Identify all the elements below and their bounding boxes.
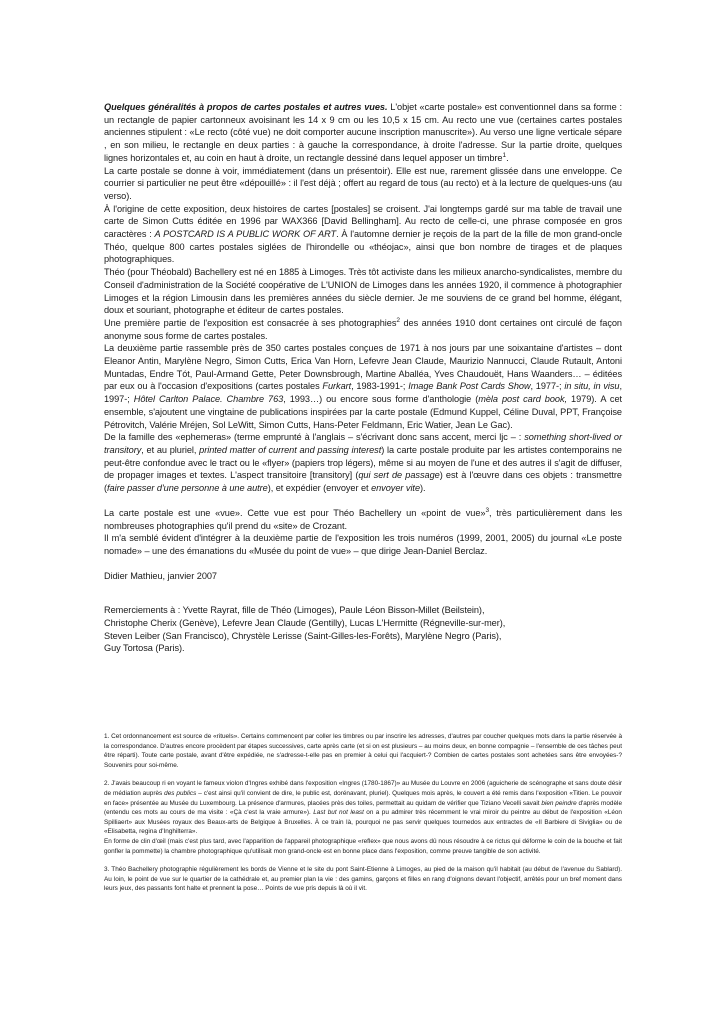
essay-heading: Quelques généralités à propos de cartes postales et autres vues. [104,102,388,112]
footnote-2: 2. J'avais beaucoup ri en voyant le fameux violon d'Ingres exhibé dans l'exposition «Ingres (1780-1867)» au Musée du Louvre en 2006 (aguicherie de scénographe et sans doute désir de médiation auprès des publics – c'est ainsi qu'il convient de dire, le public est, dorénavant, pluriel). Quelques mois après, le couvert a été remis dans l'exposition «Titien. Le pouvoir en face» présentée au Musée du Luxembourg. La présence d'armures, placées près des toiles, permettait au quidam de vérifier que Tiziano Vecelli savait bien peindre d'après modèle (entendu ces mots au cours de ma visite : «Çà c'est la vraie armure»). Last but not least on a pu admirer très récemment le vrai miroir du peintre au début de l'exposition «Léon Spilliaert» aux Musées royaux des Beaux-arts de Belgique à Bruxelles. À ce train là, pourquoi ne pas servir quelques tournedos aux entractes de «Il Barbiere di Siviglia» ou de «Elisabetta, regina d'Inghilterra». [104,780,622,836]
footnote-ref-1[interactable]: 1 [502,151,507,159]
acknowledgements-line: Remerciements à : Yvette Rayrat, fille de Théo (Limoges), Paule Léon Bisson-Millet (Beilstein), [104,605,485,616]
spacer [104,594,622,604]
paragraph: La deuxième partie rassemble près de 350 cartes postales conçues de 1971 à nos jours par une soixantaine d'artistes – dont Eleanor Antin, Marylène Negro, Simon Cutts, Erica Van Horn, Lefevre Jean Claude, Maurizio Nannucci, Claude Rutault, Antoni Muntadas, Endre Tót, Paul-Armand Gette, Peter Downsbrough, Martine Aballéa, Yves Chaudouët, Hans Waanders… – éditées par eux ou à l'occasion d'expositions (cartes postales Furkart, 1983-1991-; Image Bank Post Cards Show, 1977-; in situ, in visu, 1997-; Hôtel Carlton Palace. Chambre 763, 1993…) ou encore sous forme d'anthologie (mèla post card book, 1979). A cet ensemble, s'ajoutent une vingtaine de publications inspirées par la carte postale (Edmund Kuppel, Céline Duval, PPT, Françoise Pétrovitch, Valérie Mréjen, Sol LeWitt, Simon Cutts, Hans-Peter Feldmann, Eric Watier, Jean Le Gac). [104,343,623,430]
footnotes [104,732,622,894]
acknowledgements-line: Steven Leiber (San Francisco), Chrystèle Lerisse (Saint-Gilles-les-Forêts), Marylène Negro (Paris), [104,630,502,641]
acknowledgements-line: Christophe Cherix (Genève), Lefevre Jean Claude (Gentilly), Lucas L'Hermitte (Régneville-sur-mer), [104,618,506,629]
footnote-ref-2[interactable]: 2 [396,316,400,324]
footnote-2-continued: En forme de clin d'œil (mais c'est plus tard, avec l'apparition de l'appareil photographique «reflex» que nous avons dû nous résoudre à ce rictus qui déforme le coin de la bouche et fait gonfler la pommette) la chambre photographique qu'utilisait mon grand-oncle est en bonne place dans l'exposition, comme preuve tangible de son activité. [104,837,622,855]
spacer [104,495,622,507]
essay [104,101,622,655]
spacer [104,558,622,570]
paragraph-intro: Quelques généralités à propos de cartes postales et autres vues. L'objet «carte postale» est conventionnel dans sa forme : un rectangle de papier cartonneux avoisinant les 14 x 9 cm ou les 10,5 x 15 cm. Au recto une vue (certaines cartes postales anciennes stipulent : «Le recto (côté vue) ne doit comporter aucune inscription manuscrite»). Au verso une ligne verticale sépare , en son milieu, le rectangle en deux parties : à gauche la correspondance, à droite l'adresse. Sur la partie droite, quelques lignes horizontales et, au coin en haut à droite, un rectangle dessiné dans lequel apposer un timbre$^1$. [104,102,623,163]
paragraph: La carte postale se donne à voir, immédiatement (dans un présentoir). Elle est nue, rarement glissée dans une enveloppe. Ce courrier si particulier ne peut être «dépouillé» : il l'est déjà ; offert au regard de tous (au recto) et à la lecture de quelques-uns (au verso). [104,165,622,201]
footnote-ref-3[interactable]: 3 [485,506,490,514]
signature: Didier Mathieu, janvier 2007 [104,570,217,581]
spacer [104,770,622,779]
paragraph: Théo (pour Théobald) Bachellery est né en 1885 à Limoges. Très tôt activiste dans les milieux anarcho-syndicalistes, membre du Conseil d'administration de la Société coopérative de L'UNION de Limoges dans les années 1920, il commence à photographier Limoges et la région Limousin dans les premières années du siècle dernier. Je me souviens de ce grand bel homme, élégant, doux et souriant, photographe et éditeur de cartes postales. [104,267,622,316]
paragraph: Une première partie de l'exposition est consacrée à ses photographies$^2$ des années 1910 dont certaines ont circulé de façon anonyme sous forme de cartes postales. [104,316,622,341]
paragraph: À l'origine de cette exposition, deux histoires de cartes [postales] se croisent. J'ai longtemps gardé sur ma table de travail une carte de Simon Cutts éditée en 1996 par WAX366 [David Bellingham]. Au recto de celle-ci, une phrase composée en gros caractères : A POSTCARD IS A PUBLIC WORK OF ART. À l'automne dernier je reçois de la part de la fille de mon grand-oncle Théo, quelque 800 cartes postales siglées de l'hirondelle ou «théojac», ainsi que bon nombre de tirages et de plaques photographiques. [104,203,622,265]
acknowledgements-line: Guy Tortosa (Paris). [104,643,185,654]
footnote-1: 1. Cet ordonnancement est source de «rituels». Certains commencent par coller les timbres ou par inscrire les adresses, d'autres par coucher quelques mots dans la partie réservée à la correspondance. D'autres encore procèdent par étapes successives, carte après carte (et si on est plusieurs – au moins deux, en bonne compagnie – l'ensemble de ces tâches peut être réparti). Toute carte postale, avant d'être expédiée, ne s'adresse-t-elle pas en premier à celui qui l'acquiert-? Combien de cartes postales sont achetées sans être envoyées-? Souvenirs pour soi-même. [104,733,622,769]
paragraph: De la famille des «ephemeras» (terme emprunté à l'anglais – s'écrivant donc sans accent, merci ljc – : something short-lived or transitory, et au pluriel, printed matter of current and passing interest) la carte postale produite par les artistes contemporains ne peut-être confondue avec le tract ou le «flyer» (papiers trop légers), même si au moyen de l'une et des autres il s'agit de diffuser, de propager images et textes. L'aspect transitoire [transitory] (qui sert de passage) est à l'œuvre dans ces objets : transmettre (faire passer d'une personne à une autre), et expédier (envoyer et envoyer vite). [104,432,622,494]
spacer [104,582,622,594]
spacer [104,856,622,865]
paragraph: La carte postale est une «vue». Cette vue est pour Théo Bachellery un «point de vue»$^3$, très particulièrement dans les nombreuses photographies qu'il prend du «site» de Crozant. [104,506,622,531]
footnote-3: 3. Théo Bachellery photographie régulièrement les bords de Vienne et le site du pont Saint-Etienne à Limoges, au pied de la maison qu'il habitait (au début de l'avenue du Sablard). Au loin, le point de vue sur le quartier de la cathédrale et, au premier plan la vie : des gamins, garçons et filles en rang d'oignons devant l'objectif, arrêtés pour un bref moment dans leurs jeux, des passants font halte et prennent la pose… Points de vue pris depuis là où il vit. [104,866,622,893]
paragraph: Il m'a semblé évident d'intégrer à la deuxième partie de l'exposition les trois numéros (1999, 2001, 2005) du journal «Le poste nomade» – une des émanations du «Musée du point de vue» – que dirige Jean-Daniel Berclaz. [104,533,622,556]
acknowledgements [104,604,622,655]
essay-body [104,101,622,655]
